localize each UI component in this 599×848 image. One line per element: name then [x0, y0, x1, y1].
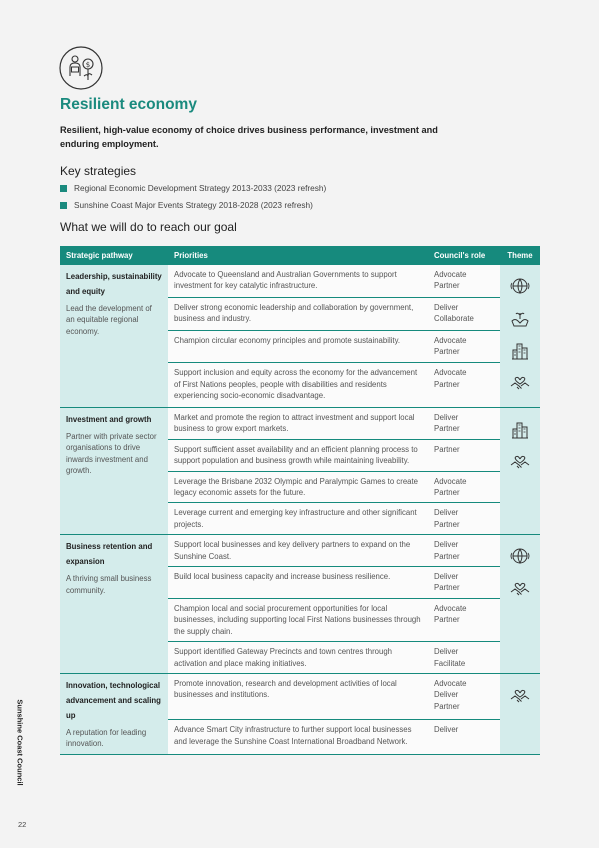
pathway-description: A reputation for leading innovation.: [66, 727, 147, 749]
economy-hero-icon: [59, 46, 103, 90]
priority-cell: Support sufficient asset availability and an efficient planning process to support population and business growth while maintaining liveability.: [168, 439, 428, 471]
priority-cell: Leverage current and emerging key infrastructure and other significant projects.: [168, 503, 428, 535]
theme-cell: [500, 408, 540, 535]
globe-icon: [509, 545, 531, 567]
pathway-description: Partner with private sector organisations to drive inwards investment and growth.: [66, 432, 157, 476]
city-buildings-icon: [509, 418, 531, 440]
role-cell: Advocate Partner: [428, 330, 500, 363]
page-subtitle: Resilient, high-value economy of choice drives business performance, investment and enduring employment.: [60, 125, 438, 149]
role-cell: Deliver Partner: [428, 503, 500, 535]
priority-cell: Advocate to Queensland and Australian Governments to support investment for key catalytic infrastructure.: [168, 265, 428, 297]
page-number: 22: [18, 820, 27, 829]
handshake-heart-icon: [509, 450, 531, 472]
role-cell: Deliver Partner: [428, 408, 500, 440]
table-row: [60, 535, 540, 567]
goals-table: [60, 246, 540, 755]
theme-cell: [500, 673, 540, 754]
role-cell: Advocate Partner: [428, 265, 500, 297]
list-item: Regional Economic Development Strategy 2013-2033 (2023 refresh): [60, 183, 326, 200]
priority-cell: Support local businesses and key delivery partners to expand on the Sunshine Coast.: [168, 535, 428, 567]
header-priorities: Priorities: [168, 246, 428, 265]
strategy-list: [60, 183, 326, 217]
theme-cell: [500, 535, 540, 674]
role-cell: Advocate Partner: [428, 471, 500, 503]
pathway-description: A thriving small business community.: [66, 574, 152, 595]
priority-cell: Support inclusion and equity across the economy for the advancement of First Nations peoples, people with disabilities and residents experiencing socio-economic disadvantage.: [168, 363, 428, 408]
globe-icon: [509, 275, 531, 297]
handshake-heart-icon: [509, 371, 531, 393]
pathway-description: Lead the development of an equitable regional economy.: [66, 304, 152, 336]
priority-cell: Promote innovation, research and development activities of local businesses and institutions.: [168, 673, 428, 720]
svg-text:$: $: [85, 61, 91, 69]
theme-cell: [500, 265, 540, 408]
role-cell: Partner: [428, 439, 500, 471]
table-header-row: [60, 246, 540, 265]
priority-cell: Leverage the Brisbane 2032 Olympic and Paralympic Games to create legacy economic assets for the future.: [168, 471, 428, 503]
pathway-cell: [60, 265, 168, 408]
table-row: [60, 408, 540, 440]
header-role: Council's role: [428, 246, 500, 265]
table-row: [60, 265, 540, 297]
role-cell: Deliver Collaborate: [428, 297, 500, 330]
handshake-heart-icon: [509, 577, 531, 599]
role-cell: Deliver: [428, 720, 500, 754]
page-title: Resilient economy: [60, 96, 197, 113]
city-buildings-icon: [509, 339, 531, 361]
pathway-name: Innovation, technological advancement and scaling up: [66, 680, 161, 720]
priority-cell: Market and promote the region to attract investment and support local business to grow export markets.: [168, 408, 428, 440]
goal-heading: What we will do to reach our goal: [60, 220, 237, 234]
role-cell: Advocate Partner: [428, 598, 500, 641]
table-row: [60, 673, 540, 720]
handshake-heart-icon: [509, 684, 531, 706]
pathway-name: Business retention and expansion: [66, 542, 153, 567]
priority-cell: Advance Smart City infrastructure to further support local businesses and leverage the Sunshine Coast International Broadband Network.: [168, 720, 428, 754]
priority-cell: Champion local and social procurement opportunities for local businesses, including supporting local First Nations businesses through the supply chain.: [168, 598, 428, 641]
side-label: [12, 700, 28, 790]
pathway-cell: [60, 408, 168, 535]
role-cell: Advocate Partner: [428, 363, 500, 408]
role-cell: Deliver Facilitate: [428, 642, 500, 674]
role-cell: Deliver Partner: [428, 535, 500, 567]
header-pathway: Strategic pathway: [60, 246, 168, 265]
priority-cell: Support identified Gateway Precincts and town centres through activation and place making initiatives.: [168, 642, 428, 674]
bullet-square-icon: [60, 202, 67, 209]
header-theme: Theme: [500, 246, 540, 265]
priority-cell: Champion circular economy principles and promote sustainability.: [168, 330, 428, 363]
role-cell: Deliver Partner: [428, 567, 500, 599]
council-name: Sunshine Coast Council: [15, 699, 25, 786]
pathway-cell: [60, 673, 168, 754]
role-cell: Advocate Deliver Partner: [428, 673, 500, 720]
pathway-name: Leadership, sustainability and equity: [66, 272, 162, 296]
list-item: Sunshine Coast Major Events Strategy 2018-2028 (2023 refresh): [60, 200, 326, 217]
bullet-square-icon: [60, 185, 67, 192]
pathway-name: Investment and growth: [66, 415, 152, 424]
key-strategies-heading: Key strategies: [60, 164, 137, 178]
pathway-cell: [60, 535, 168, 674]
priority-cell: Deliver strong economic leadership and collaboration by government, business and industry.: [168, 297, 428, 330]
hands-plant-icon: [509, 307, 531, 329]
priority-cell: Build local business capacity and increase business resilience.: [168, 567, 428, 599]
